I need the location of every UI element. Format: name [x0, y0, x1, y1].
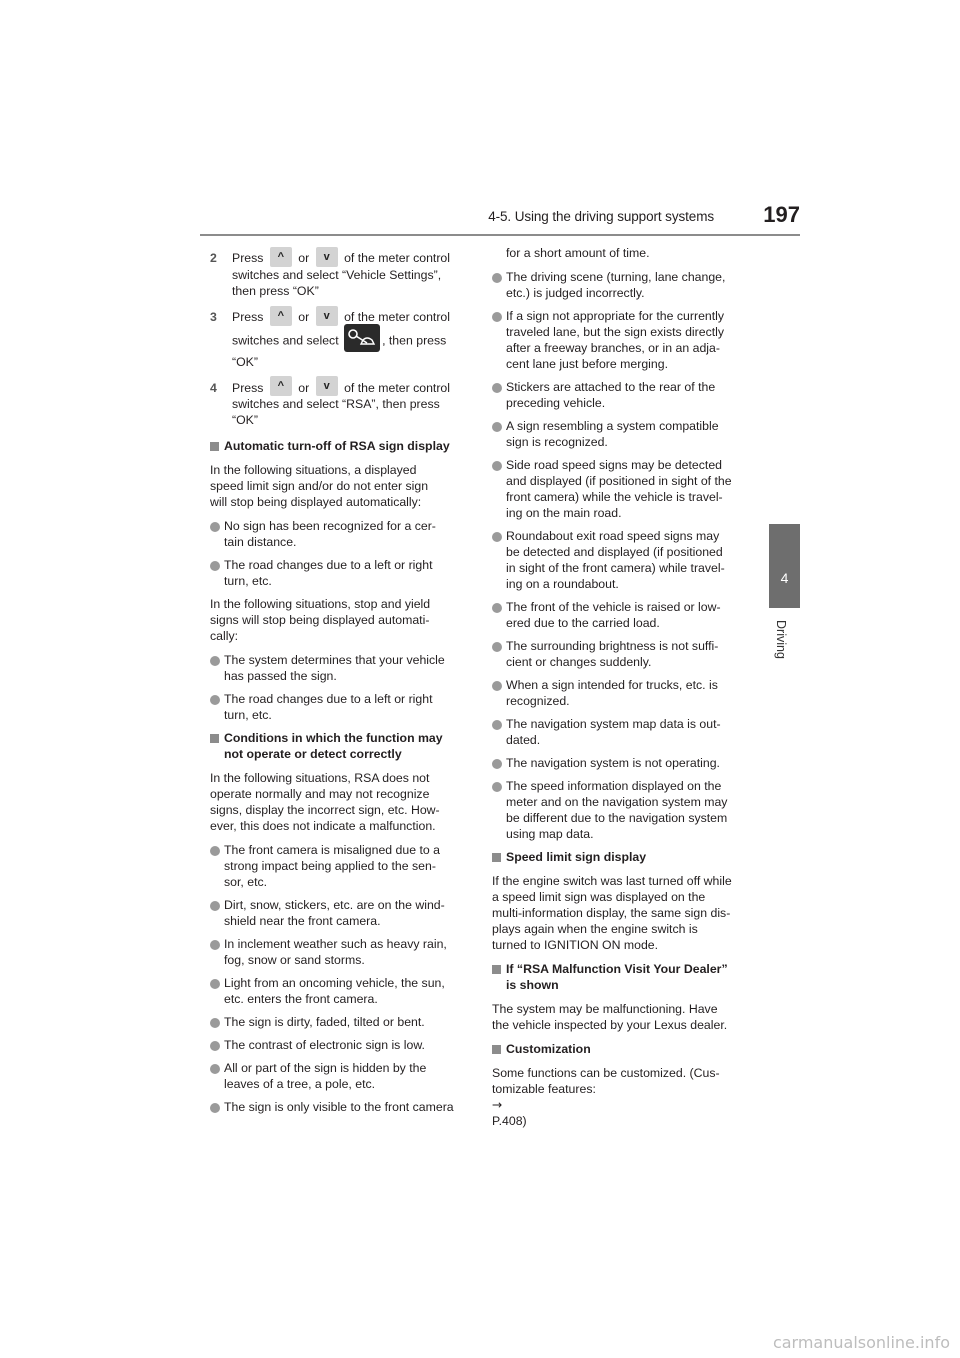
bullet-icon	[492, 681, 502, 691]
bullet-icon	[492, 383, 502, 393]
bullet-icon	[210, 979, 220, 989]
heading-text: Speed limit sign display	[506, 850, 647, 864]
list-item: All or part of the sign is hidden by the leaves of a tree, a pole, etc.	[210, 1060, 470, 1092]
step-text: of the meter control	[344, 380, 451, 395]
square-bullet-icon	[492, 853, 501, 862]
step-text: “OK”	[232, 413, 258, 428]
paragraph: If the engine switch was last turned off while a speed limit sign was displayed on the multi-information display, the same sign dis- plays again when the engine switch is turned to IGNITION ON mode.	[492, 874, 732, 952]
list-item: The system determines that your vehicle has passed the sign.	[210, 652, 470, 684]
bullet-icon	[210, 1103, 220, 1113]
step-text: of the meter control	[344, 309, 451, 324]
list-item: Roundabout exit road speed signs may be detected and displayed (if positioned in sight of the front camera) while travel- ing on a roundabout.	[492, 528, 752, 592]
chevron-down-icon: v	[316, 376, 338, 396]
list-item: A sign resembling a system compatible sign is recognized.	[492, 418, 752, 450]
list-item: The sign is only visible to the front camera	[210, 1099, 470, 1115]
page-number: 197	[763, 202, 800, 227]
bullet-icon	[210, 1041, 220, 1051]
step-text: Press	[232, 309, 264, 324]
chapter-label: Driving	[774, 620, 788, 659]
list-item: The front of the vehicle is raised or low- ered due to the carried load.	[492, 599, 752, 631]
step-text: , then press	[382, 332, 447, 347]
chevron-up-icon: ^	[270, 306, 292, 326]
page-reference-link[interactable]: P.408)	[492, 1114, 527, 1128]
bullet-icon	[210, 1018, 220, 1028]
bullet-icon	[492, 312, 502, 322]
list-item: The front camera is misaligned due to a strong impact being applied to the sen- sor, etc.	[210, 842, 470, 890]
bullet-icon	[492, 273, 502, 283]
list-item: The road changes due to a left or right turn, etc.	[210, 691, 470, 723]
bullet-icon	[492, 642, 502, 652]
list-item: The road changes due to a left or right turn, etc.	[210, 557, 470, 589]
square-bullet-icon	[492, 1045, 501, 1054]
bullet-icon	[210, 940, 220, 950]
list-item: Side road speed signs may be detected and displayed (if positioned in sight of the front camera) while the vehicle is travel- ing on the main road.	[492, 457, 752, 521]
section-heading: Conditions in which the function may not operate or detect correctly	[210, 730, 470, 762]
heading-text: Customization	[506, 1042, 591, 1056]
step-2	[210, 250, 470, 299]
step-number: 3	[210, 309, 217, 324]
list-item: No sign has been recognized for a cer- tain distance.	[210, 518, 470, 550]
paragraph: In the following situations, a displayed speed limit sign and/or do not enter sign will stop being displayed automatically:	[210, 463, 429, 510]
bullet-icon	[492, 759, 502, 769]
bullet-icon	[210, 695, 220, 705]
list-item: The driving scene (turning, lane change, etc.) is judged incorrectly.	[492, 269, 752, 301]
watermark: carmanualsonline.info	[772, 1333, 950, 1352]
list-item: The speed information displayed on the meter and on the navigation system may be different due to the navigation system using map data.	[492, 778, 752, 842]
step-3	[210, 309, 470, 370]
list-item: Dirt, snow, stickers, etc. are on the wind- shield near the front camera.	[210, 897, 470, 929]
step-text: switches and select “RSA”, then press	[232, 397, 440, 412]
bullet-icon	[492, 422, 502, 432]
step-text: Press	[232, 380, 264, 395]
step-text: or	[298, 309, 310, 324]
step-text: or	[298, 251, 310, 265]
list-item: When a sign intended for trucks, etc. is recognized.	[492, 677, 752, 709]
left-column	[210, 250, 470, 1122]
car-steering-icon	[344, 324, 380, 352]
chapter-tab[interactable]	[769, 524, 800, 608]
list-item: Light from an oncoming vehicle, the sun, etc. enters the front camera.	[210, 975, 470, 1007]
bullet-icon	[492, 720, 502, 730]
list-item: The surrounding brightness is not suffi- cient or changes suddenly.	[492, 638, 752, 670]
square-bullet-icon	[210, 734, 219, 743]
heading-text: Automatic turn-off of RSA sign display	[224, 439, 450, 454]
step-number: 2	[210, 251, 217, 265]
bullet-icon	[492, 532, 502, 542]
step-4	[210, 380, 470, 429]
bullet-icon	[210, 846, 220, 856]
chapter-number: 4	[780, 570, 789, 586]
paragraph: Some functions can be customized. (Cus- tomizable features: → P.408)	[492, 1065, 752, 1129]
step-text: or	[298, 380, 310, 395]
step-text: switches and select	[232, 332, 339, 347]
list-item: The navigation system map data is out- dated.	[492, 716, 752, 748]
chevron-up-icon: ^	[270, 247, 292, 267]
bullet-icon	[210, 656, 220, 666]
step-text: Press	[232, 251, 264, 265]
chevron-down-icon: v	[316, 306, 338, 326]
continued-text: for a short amount of time.	[506, 246, 650, 260]
bullet-icon	[492, 782, 502, 792]
bullet-icon	[210, 1064, 220, 1074]
list-item: Stickers are attached to the rear of the preceding vehicle.	[492, 379, 752, 411]
paragraph: In the following situations, stop and yield signs will stop being displayed automati- cally:	[210, 597, 431, 644]
arrow-right-icon: →	[492, 1098, 503, 1112]
step-text: of the meter control	[344, 251, 451, 265]
step-text: switches and select “Vehicle Settings”,	[232, 267, 442, 282]
section-heading	[492, 849, 752, 865]
section-heading	[210, 438, 470, 454]
square-bullet-icon	[492, 965, 501, 974]
paragraph: In the following situations, RSA does not operate normally and may not recognize signs, display the incorrect sign, etc. How- ever, this does not indicate a malfunction.	[210, 771, 440, 834]
paragraph: The system may be malfunctioning. Have the vehicle inspected by your Lexus dealer.	[492, 1002, 728, 1032]
bullet-icon	[492, 603, 502, 613]
list-item: The contrast of electronic sign is low.	[210, 1037, 470, 1053]
section-heading: If “RSA Malfunction Visit Your Dealer” is shown	[492, 961, 752, 993]
chevron-down-icon: v	[316, 247, 338, 267]
list-item: The sign is dirty, faded, tilted or bent.	[210, 1014, 470, 1030]
step-text: then press “OK”	[232, 283, 319, 298]
step-number: 4	[210, 380, 217, 395]
step-text: “OK”	[232, 354, 258, 369]
list-item: The navigation system is not operating.	[492, 755, 752, 771]
page-header	[200, 200, 800, 236]
list-item: In inclement weather such as heavy rain, fog, snow or sand storms.	[210, 936, 470, 968]
list-item: If a sign not appropriate for the currently traveled lane, but the sign exists directly after a freeway branches, or in an adja- cent lane just before merging.	[492, 308, 752, 372]
right-column	[492, 245, 752, 1137]
chevron-up-icon: ^	[270, 376, 292, 396]
bullet-icon	[210, 522, 220, 532]
bullet-icon	[492, 461, 502, 471]
section-heading	[492, 1041, 752, 1057]
bullet-icon	[210, 901, 220, 911]
square-bullet-icon	[210, 442, 219, 451]
section-title: 4-5. Using the driving support systems	[488, 209, 714, 224]
bullet-icon	[210, 561, 220, 571]
